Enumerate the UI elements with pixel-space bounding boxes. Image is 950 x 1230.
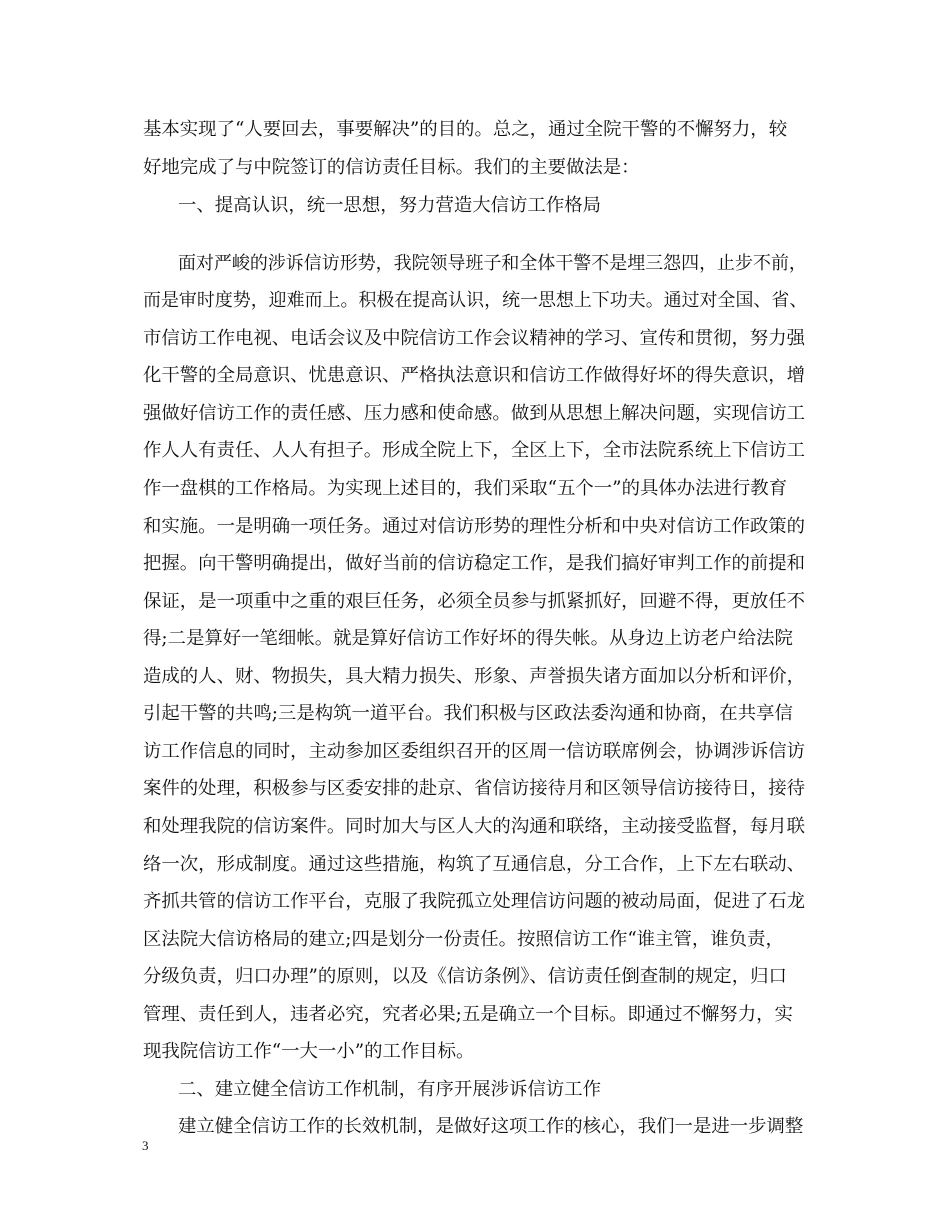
body-line-25: 现我院信访工作“一大一小”的工作目标。: [143, 1041, 475, 1062]
body-line-5: 而是审时度势，迎难而上。积极在提高认识，统一思想上下功夫。通过对全国、省、: [143, 290, 807, 311]
body-line-19: 和处理我院的信访案件。同时加大与区人大的沟通和联络，主动接受监督，每月联: [143, 816, 806, 837]
body-line-9: 作人人有责任、人人有担子。形成全院上下，全区上下，全市法院系统上下信访工: [143, 440, 806, 461]
body-line-21: 齐抓共管的信访工作平台，克服了我院孤立处理信访问题的被动局面，促进了石龙: [143, 891, 806, 912]
body-line-7: 化干警的全局意识、忧患意识、严格执法意识和信访工作做得好坏的得失意识，增: [143, 365, 806, 386]
section-heading-2: 二、建立健全信访工作机制，有序开展涉诉信访工作: [178, 1079, 601, 1100]
body-line-18: 案件的处理，积极参与区委安排的赴京、省信访接待月和区领导信访接待日，接待: [143, 778, 806, 799]
body-line-15: 造成的人、财、物损失，具大精力损失、形象、声誉损失诸方面加以分析和评价，: [143, 666, 806, 687]
body-line-2: 好地完成了与中院签订的信访责任目标。我们的主要做法是：: [143, 157, 640, 178]
body-line-14: 得;二是算好一笔细帐。就是算好信访工作好坏的得失帐。从身边上访老户给法院: [143, 628, 793, 649]
body-line-8: 强做好信访工作的责任感、压力感和使命感。做到从思想上解决问题，实现信访工: [143, 403, 806, 424]
body-line-16: 引起干警的共鸣;三是构筑一道平台。我们积极与区政法委沟通和协商，在共享信: [143, 703, 793, 724]
body-line-4: 面对严峻的涉诉信访形势，我院领导班子和全体干警不是埋三怨四，止步不前，: [178, 253, 807, 274]
page-number: 3: [142, 1138, 149, 1153]
body-line-23: 分级负责，归口办理”的原则，以及《信访条例》、信访责任倒查制的规定，归口: [143, 966, 787, 987]
body-line-24: 管理、责任到人，违者必究，究者必果;五是确立一个目标。即通过不懈努力，实: [143, 1004, 793, 1025]
body-line-17: 访工作信息的同时，主动参加区委组织召开的区周一信访联席例会，协调涉诉信访: [143, 741, 806, 762]
body-line-6: 市信访工作电视、电话会议及中院信访工作会议精神的学习、宣传和贯彻，努力强: [143, 328, 806, 349]
body-line-27: 建立健全信访工作的长效机制，是做好这项工作的核心，我们一是进一步调整: [178, 1116, 804, 1137]
body-line-22: 区法院大信访格局的建立;四是划分一份责任。按照信访工作“谁主管，谁负责，: [143, 929, 784, 950]
body-line-11: 和实施。一是明确一项任务。通过对信访形势的理性分析和中央对信访工作政策的: [143, 516, 806, 537]
body-line-1: 基本实现了“人要回去，事要解决”的目的。总之，通过全院干警的不懈努力，较: [143, 119, 788, 140]
body-line-20: 络一次，形成制度。通过这些措施，构筑了互通信息，分工合作，上下左右联动、: [143, 854, 806, 875]
body-line-12: 把握。向干警明确提出，做好当前的信访稳定工作，是我们搞好审判工作的前提和: [143, 553, 806, 574]
body-line-10: 作一盘棋的工作格局。为实现上述目的，我们采取“五个一”的具体办法进行教育: [143, 478, 788, 499]
body-line-13: 保证，是一项重中之重的艰巨任务，必须全员参与抓紧抓好，回避不得，更放任不: [143, 591, 806, 612]
section-heading-1: 一、提高认识，统一思想，努力营造大信访工作格局: [178, 195, 601, 216]
